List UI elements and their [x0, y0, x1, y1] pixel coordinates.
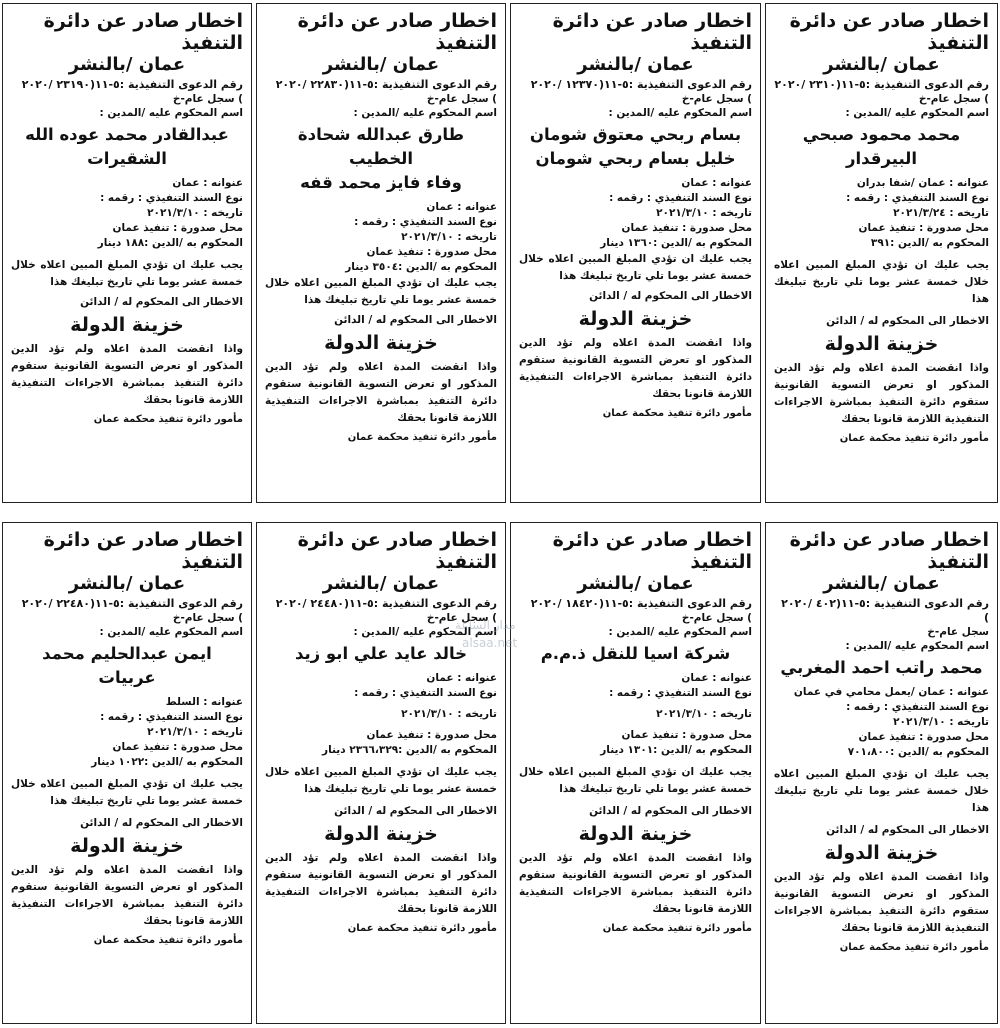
notice-card — [510, 522, 761, 1024]
notice-footer: مأمور دائرة تنفيذ محكمة عمان — [839, 942, 989, 953]
notice-title: اخطار صادر عن دائرة التنفيذ — [43, 529, 243, 573]
debtor-name: ايمن عبدالحليم محمد عربيات — [42, 644, 212, 687]
notice-card — [256, 522, 506, 1024]
debtor-label: اسم المحكوم عليه /المدين : — [608, 626, 752, 638]
notice-footer: مأمور دائرة تنفيذ محكمة عمان — [93, 935, 243, 946]
warning-text: واذا انقضت المدة اعلاه ولم تؤد الدين المذكور او تعرض التسوية القانونية ستقوم دائرة التنفيذ بمباشرة الاجراءات التنفيذية اللازمة قانونا بحقك — [11, 864, 243, 927]
issuing-office: محل صدورة : تنفيذ عمان — [112, 222, 243, 234]
payment-instruction: يجب عليك ان تؤدي المبلغ المبين اعلاه خلال خمسة عشر يوما تلي تاريخ تبليغك هذا — [11, 259, 243, 288]
debtor-label: اسم المحكوم عليه /المدين : — [99, 626, 243, 638]
debtor-name: الشقيرات — [87, 149, 167, 168]
debtor-name: عبدالقادر محمد عوده الله — [25, 125, 229, 144]
notice-card — [2, 3, 252, 503]
case-type: ) سجل عام-خ — [681, 93, 752, 105]
debtor-label: اسم المحكوم عليه /المدين : — [99, 107, 243, 119]
case-number: رقم الدعوى التنفيذية :٥-١١(٢٣١٩٠ /٢٠٢٠ — [21, 78, 243, 91]
creditor-label: الاخطار الى المحكوم له / الدائن — [826, 824, 989, 836]
debtor-name: محمد راتب احمد المغربي — [780, 658, 983, 677]
payment-instruction: يجب عليك ان تؤدي المبلغ المبين اعلاه خلال خمسة عشر يوما تلي تاريخ تبليغك هذا — [519, 766, 752, 795]
notice-title: اخطار صادر عن دائرة التنفيذ — [552, 529, 752, 573]
notice-card — [510, 3, 761, 503]
warning-text: واذا انقضت المدة اعلاه ولم تؤد الدين المذكور او تعرض التسوية القانونية ستقوم دائرة التنفيذ بمباشرة الاجراءات التنفيذية اللازمة قانونا بحقك — [11, 343, 243, 406]
case-type: ) سجل عام-خ — [426, 612, 497, 624]
debtor-address: عنوانه : عمان — [681, 672, 752, 684]
debtor-address: عنوانه : السلط — [165, 696, 243, 708]
notice-subtitle: عمان /بالنشر — [577, 54, 694, 75]
creditor-label: الاخطار الى المحكوم له / الدائن — [334, 805, 497, 817]
notice-title: اخطار صادر عن دائرة التنفيذ — [789, 529, 989, 573]
case-type: سجل عام-خ — [927, 626, 989, 638]
document-type: نوع السند التنفيذي : رقمه : — [100, 711, 243, 723]
warning-text: واذا انقضت المدة اعلاه ولم تؤد الدين المذكور او تعرض التسوية القانونية ستقوم دائرة التنفيذ بمباشرة الاجراءات التنفيذية اللازمة قانونا بحقك — [774, 362, 989, 425]
notice-subtitle: عمان /بالنشر — [823, 54, 940, 75]
document-date: تاريخه : ٢٠٢١/٣/١٠ — [401, 708, 497, 720]
creditor-name: خزينة الدولة — [324, 332, 438, 354]
warning-text: واذا انقضت المدة اعلاه ولم تؤد الدين المذكور او تعرض التسوية القانونية ستقوم دائرة التنفيذ بمباشرة الاجراءات التنفيذية اللازمة قانونا بحقك — [774, 871, 989, 934]
judgment-amount: المحكوم به /الدين :١٣٠١ دينار — [600, 744, 752, 756]
judgment-amount: المحكوم به /الدين :٧٠١،٨٠٠ — [847, 746, 989, 758]
creditor-name: خزينة الدولة — [578, 823, 693, 845]
debtor-name: محمد محمود صبحي البيرقدار — [802, 125, 961, 168]
notice-title: اخطار صادر عن دائرة التنفيذ — [789, 10, 989, 54]
document-type: نوع السند التنفيذي : رقمه : — [846, 701, 989, 713]
document-type: نوع السند التنفيذي : رقمه : — [846, 192, 989, 204]
notice-subtitle: عمان /بالنشر — [322, 573, 440, 594]
notice-title: اخطار صادر عن دائرة التنفيذ — [297, 10, 497, 54]
notice-card — [765, 3, 998, 503]
judgment-amount: المحكوم به /الدين :٢٣٦٦،٣٢٩ دينار — [322, 744, 497, 756]
creditor-name: خزينة الدولة — [824, 842, 939, 864]
issuing-office: محل صدورة : تنفيذ عمان — [366, 246, 497, 258]
notice-subtitle: عمان /بالنشر — [823, 573, 940, 594]
judgment-amount: المحكوم به /الدين :١٣٦٠ دينار — [600, 237, 752, 249]
case-number: رقم الدعوى التنفيذية :٥-١١(٢٢٨٣٠ /٢٠٢٠ — [275, 78, 497, 91]
debtor-label: اسم المحكوم عليه /المدين : — [353, 107, 497, 119]
document-type: نوع السند التنفيذي : رقمه : — [100, 192, 243, 204]
document-date: تاريخه : ٢٠٢١/٣/٢٤ — [893, 207, 989, 219]
warning-text: واذا انقضت المدة اعلاه ولم تؤد الدين المذكور او تعرض التسوية القانونية ستقوم دائرة التنفيذ بمباشرة الاجراءات التنفيذية اللازمة قانونا بحقك — [265, 361, 497, 424]
case-type: ) سجل عام-خ — [172, 612, 243, 624]
judgment-amount: المحكوم به /الدين :٣٥٠٤ دينار — [345, 261, 497, 273]
notice-subtitle: عمان /بالنشر — [577, 573, 694, 594]
case-number: رقم الدعوى التنفيذية :٥-١١(١٢٣٧٠ /٢٠٢٠ — [530, 78, 752, 91]
watermark — [462, 636, 517, 650]
document-date: تاريخه : ٢٠٢١/٣/١٠ — [656, 708, 752, 720]
document-date: تاريخه : ٢٠٢١/٣/١٠ — [147, 726, 243, 738]
notice-footer: مأمور دائرة تنفيذ محكمة عمان — [602, 408, 752, 419]
warning-text: واذا انقضت المدة اعلاه ولم تؤد الدين المذكور او تعرض التسوية القانونية ستقوم دائرة التنفيذ بمباشرة الاجراءات التنفيذية اللازمة قانونا بحقك — [519, 852, 752, 915]
debtor-address: عنوانه : عمان — [426, 201, 497, 213]
case-type: ) سجل عام-خ — [918, 93, 989, 105]
case-type: ) سجل عام-خ — [172, 93, 243, 105]
debtor-name: وفاء فايز محمد قفه — [300, 173, 462, 192]
watermark-arabic: مدار الساعة — [455, 618, 516, 632]
document-type: نوع السند التنفيذي : رقمه : — [609, 687, 752, 699]
case-number: رقم الدعوى التنفيذية :٥-١١(٢٢٤٨٠ /٢٠٢٠ — [21, 597, 243, 610]
debtor-name: طارق عبدالله شحادة الخطيب — [297, 125, 465, 168]
creditor-label: الاخطار الى المحكوم له / الدائن — [589, 290, 752, 302]
issuing-office: محل صدورة : تنفيذ عمان — [858, 731, 989, 743]
document-type: نوع السند التنفيذي : رقمه : — [609, 192, 752, 204]
watermark — [455, 618, 516, 632]
warning-text: واذا انقضت المدة اعلاه ولم تؤد الدين المذكور او تعرض التسوية القانونية ستقوم دائرة التنفيذ بمباشرة الاجراءات التنفيذية اللازمة قانونا بحقك — [519, 337, 752, 400]
creditor-label: الاخطار الى المحكوم له / الدائن — [826, 315, 989, 327]
debtor-name: خالد عايد علي ابو زيد — [294, 644, 468, 663]
creditor-label: الاخطار الى المحكوم له / الدائن — [589, 805, 752, 817]
notice-card — [2, 522, 252, 1024]
creditor-label: الاخطار الى المحكوم له / الدائن — [80, 296, 243, 308]
document-type: نوع السند التنفيذي : رقمه : — [354, 216, 497, 228]
debtor-name: خليل بسام ربحي شومان — [535, 149, 736, 168]
notice-subtitle: عمان /بالنشر — [68, 54, 186, 75]
notice-card — [256, 3, 506, 503]
payment-instruction: يجب عليك ان تؤدي المبلغ المبين اعلاه خلال خمسة عشر يوما تلي تاريخ تبليغك هذا — [265, 277, 497, 306]
debtor-label: اسم المحكوم عليه /المدين : — [845, 640, 989, 652]
judgment-amount: المحكوم به /الدين :١٠٢٢ دينار — [91, 756, 243, 768]
notice-footer: مأمور دائرة تنفيذ محكمة عمان — [347, 432, 497, 443]
payment-instruction: يجب عليك ان تؤدي المبلغ المبين اعلاه خلال خمسة عشر يوما تلي تاريخ تبليغك هذا — [11, 778, 243, 807]
creditor-name: خزينة الدولة — [324, 823, 438, 845]
creditor-name: خزينة الدولة — [70, 314, 184, 336]
debtor-address: عنوانه : عمان /شفا بدران — [856, 177, 989, 189]
judgment-amount: المحكوم به /الدين :٣٩١ — [870, 237, 989, 249]
debtor-name: بسام ربحي معتوق شومان — [529, 125, 742, 144]
document-date: تاريخه : ٢٠٢١/٣/١٠ — [401, 231, 497, 243]
debtor-label: اسم المحكوم عليه /المدين : — [608, 107, 752, 119]
creditor-name: خزينة الدولة — [824, 333, 939, 355]
issuing-office: محل صدورة : تنفيذ عمان — [621, 729, 752, 741]
notice-card — [765, 522, 998, 1024]
debtor-name: شركة اسيا للنقل ذ.م.م — [540, 644, 731, 663]
payment-instruction: يجب عليك ان تؤدي المبلغ المبين اعلاه خلال خمسة عشر يوما تلي تاريخ تبليغك هذا — [265, 766, 497, 795]
notice-subtitle: عمان /بالنشر — [68, 573, 186, 594]
notice-subtitle: عمان /بالنشر — [322, 54, 440, 75]
case-number: رقم الدعوى التنفيذية :٥-١١(٢٤٤٨٠ /٢٠٢٠ — [275, 597, 497, 610]
debtor-address: عنوانه : عمان — [172, 177, 243, 189]
judgment-amount: المحكوم به /الدين :١٨٨ دينار — [97, 237, 243, 249]
document-date: تاريخه : ٢٠٢١/٣/١٠ — [147, 207, 243, 219]
debtor-address: عنوانه : عمان — [426, 672, 497, 684]
case-number: رقم الدعوى التنفيذية :٥-١١(٢٣١٠ /٢٠٢٠ — [774, 78, 989, 91]
debtor-address: عنوانه : عمان — [681, 177, 752, 189]
payment-instruction: يجب عليك ان تؤدي المبلغ المبين اعلاه خلال خمسة عشر يوما تلي تاريخ تبليغك هذا — [774, 259, 989, 305]
payment-instruction: يجب عليك ان تؤدي المبلغ المبين اعلاه خلال خمسة عشر يوما تلي تاريخ تبليغك هذا — [519, 253, 752, 282]
document-date: تاريخه : ٢٠٢١/٣/١٠ — [893, 716, 989, 728]
notice-footer: مأمور دائرة تنفيذ محكمة عمان — [839, 433, 989, 444]
issuing-office: محل صدورة : تنفيذ عمان — [112, 741, 243, 753]
notice-title: اخطار صادر عن دائرة التنفيذ — [43, 10, 243, 54]
payment-instruction: يجب عليك ان تؤدي المبلغ المبين اعلاه خلال خمسة عشر يوما تلي تاريخ تبليغك هذا — [774, 768, 989, 814]
case-type: ) سجل عام-خ — [681, 612, 752, 624]
document-date: تاريخه : ٢٠٢١/٣/١٠ — [656, 207, 752, 219]
debtor-label: اسم المحكوم عليه /المدين : — [353, 626, 497, 638]
creditor-label: الاخطار الى المحكوم له / الدائن — [334, 314, 497, 326]
case-type: ) سجل عام-خ — [426, 93, 497, 105]
case-number: رقم الدعوى التنفيذية :٥-١١(١٨٤٢٠ /٢٠٢٠ — [530, 597, 752, 610]
notice-footer: مأمور دائرة تنفيذ محكمة عمان — [93, 414, 243, 425]
notice-footer: مأمور دائرة تنفيذ محكمة عمان — [602, 923, 752, 934]
warning-text: واذا انقضت المدة اعلاه ولم تؤد الدين المذكور او تعرض التسوية القانونية ستقوم دائرة التنفيذ بمباشرة الاجراءات التنفيذية اللازمة قانونا بحقك — [265, 852, 497, 915]
issuing-office: محل صدورة : تنفيذ عمان — [621, 222, 752, 234]
creditor-name: خزينة الدولة — [578, 308, 693, 330]
document-type: نوع السند التنفيذي : رقمه : — [354, 687, 497, 699]
watermark-url: alsaa.net — [462, 636, 518, 650]
issuing-office: محل صدورة : تنفيذ عمان — [366, 729, 497, 741]
creditor-name: خزينة الدولة — [70, 835, 184, 857]
creditor-label: الاخطار الى المحكوم له / الدائن — [80, 817, 243, 829]
notice-title: اخطار صادر عن دائرة التنفيذ — [552, 10, 752, 54]
case-number: رقم الدعوى التنفيذية :٥-١١(٤٠٢ /٢٠٢٠ ) — [781, 597, 989, 624]
debtor-label: اسم المحكوم عليه /المدين : — [845, 107, 989, 119]
notice-title: اخطار صادر عن دائرة التنفيذ — [297, 529, 497, 573]
debtor-address: عنوانه : عمان /يعمل محامي في عمان — [793, 686, 989, 698]
issuing-office: محل صدورة : تنفيذ عمان — [858, 222, 989, 234]
notice-footer: مأمور دائرة تنفيذ محكمة عمان — [347, 923, 497, 934]
